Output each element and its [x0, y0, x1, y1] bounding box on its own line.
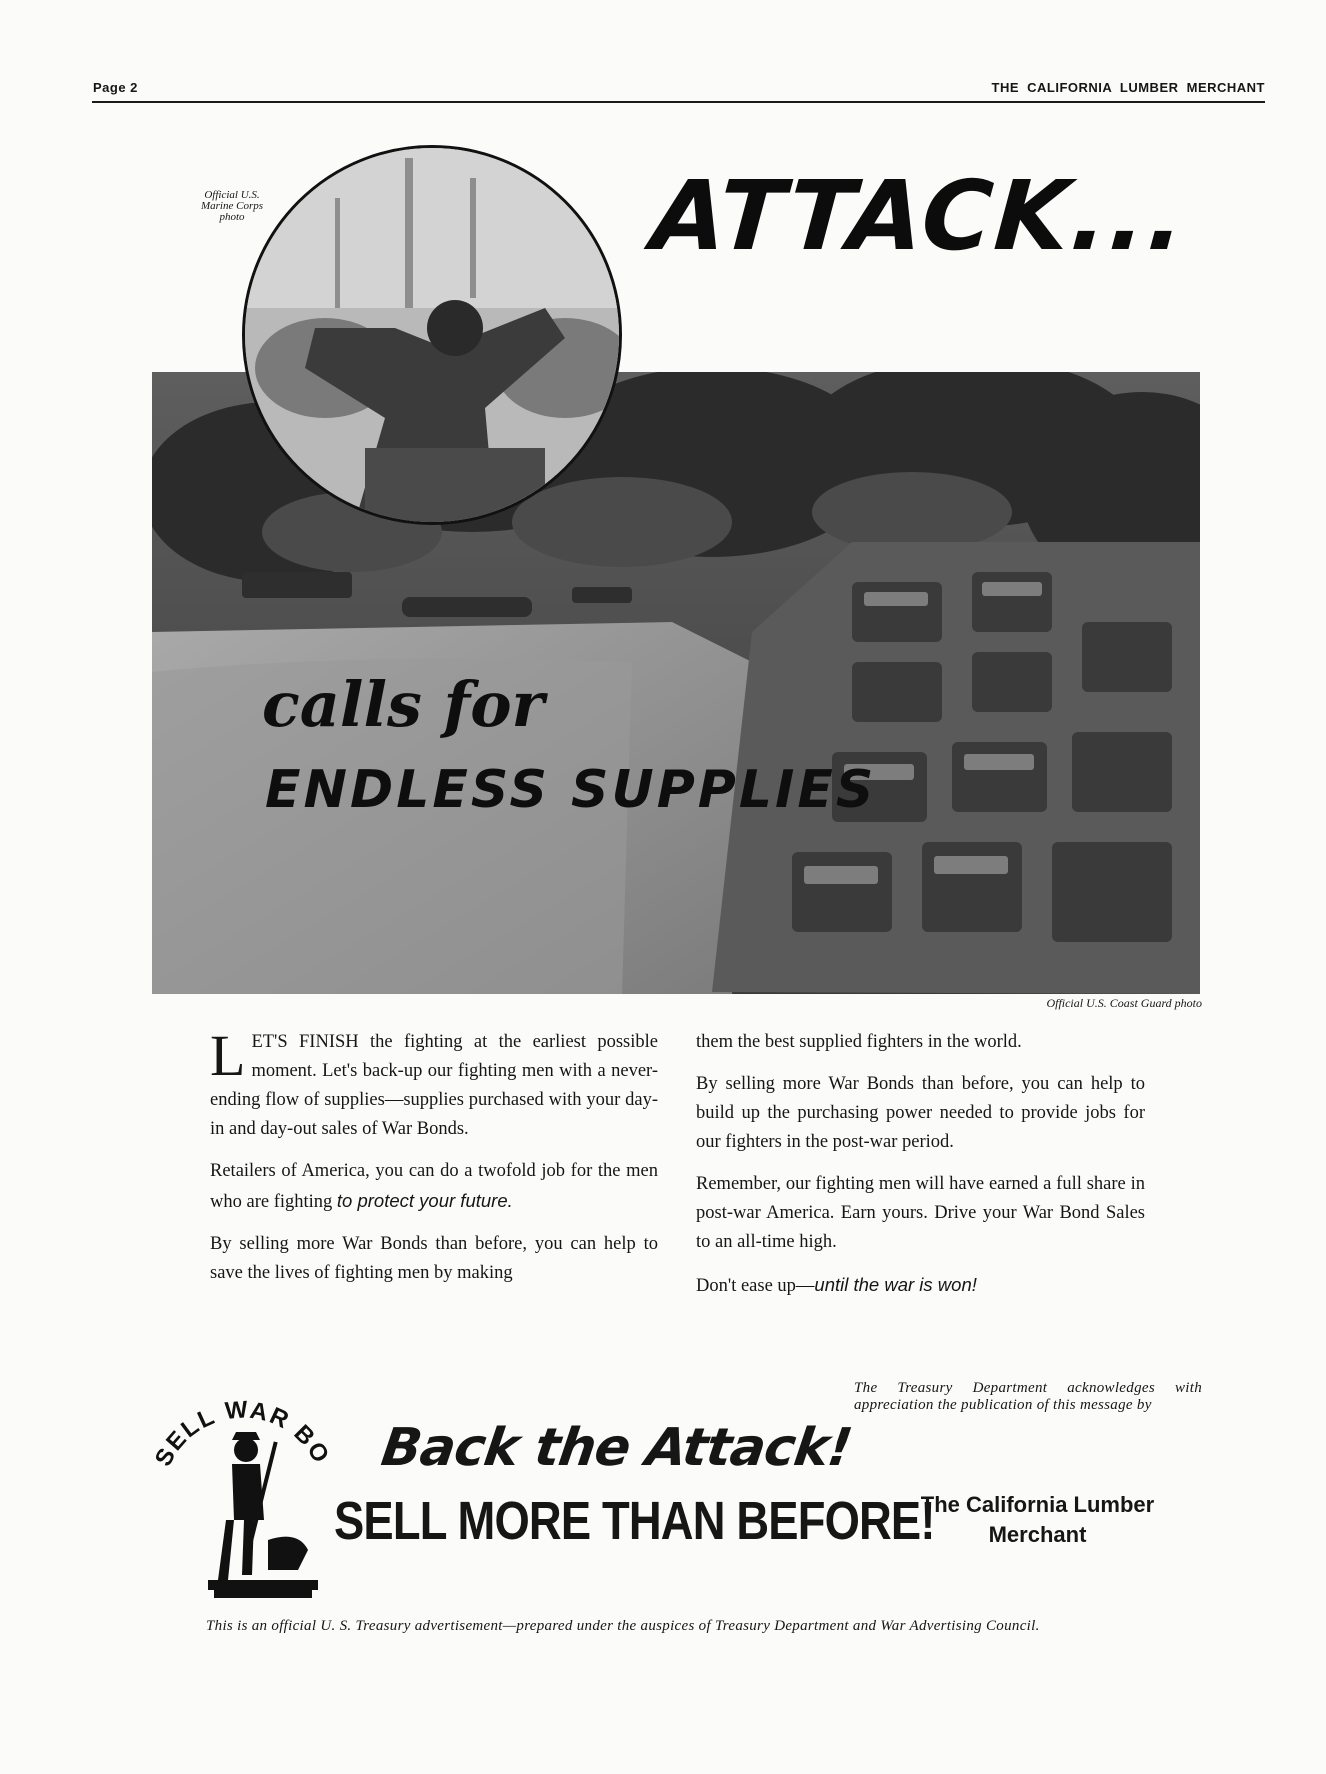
paragraph-italic: to protect your future.: [336, 1190, 513, 1211]
sponsor-name: [880, 1490, 1195, 1550]
publication-title: THE CALIFORNIA LUMBER MERCHANT: [991, 80, 1265, 95]
paragraph-text: Don't ease up—: [696, 1276, 815, 1296]
body-paragraph: [210, 1157, 658, 1217]
sponsor-line: The California Lumber: [920, 1492, 1155, 1517]
body-paragraph: them the best supplied fighters in the world.: [696, 1032, 1022, 1052]
slogan-sell-more: SELL MORE THAN BEFORE!: [334, 1491, 935, 1551]
footer-note: This is an official U. S. Treasury advertisement—prepared under the auspices of Treasury Department and War Advertising Council.: [206, 1618, 1040, 1634]
page-number: Page 2: [93, 80, 138, 95]
slogan-back-the-attack: Back the Attack!: [377, 1418, 856, 1478]
paragraph-italic: until the war is won!: [814, 1274, 977, 1295]
body-left-column: [210, 1023, 658, 1301]
body-right-column: [696, 1028, 1145, 1314]
body-paragraph: Remember, our fighting men will have earned a full share in post-war America. Earn yours. Drive your War Bond Sales to an all-time high.: [696, 1174, 1145, 1252]
minuteman-emblem: [148, 1370, 338, 1602]
sponsor-line: Merchant: [988, 1522, 1087, 1547]
body-paragraph: [210, 1023, 658, 1144]
marine-photo-credit: Official U.S. Marine Corps photo: [200, 189, 264, 223]
body-paragraph: [696, 1270, 1145, 1301]
paragraph-text: ET'S FINISH the fighting at the earliest possible moment. Let's back-up our fighting men with a never-ending flow of supplies—supplies purchased with your day-in and day-out sales of War Bonds.: [210, 1032, 658, 1139]
headline-endless-supplies: ENDLESS SUPPLIES: [265, 760, 877, 820]
marine-inset-photo: [242, 145, 622, 525]
coast-guard-photo-credit: Official U.S. Coast Guard photo: [1046, 996, 1202, 1010]
drop-cap: L: [210, 1023, 246, 1088]
headline-attack: ATTACK...: [648, 160, 1191, 272]
headline-calls-for: calls for: [262, 668, 545, 741]
header-rule: [92, 101, 1265, 103]
body-paragraph: By selling more War Bonds than before, you can help to save the lives of fighting men by making: [210, 1234, 658, 1283]
paragraph-text: Retailers of America, you can do a twofold job for the men who are fighting: [210, 1161, 658, 1212]
body-paragraph: By selling more War Bonds than before, you can help to build up the purchasing power needed to provide jobs for our fighters in the post-war period.: [696, 1074, 1145, 1152]
treasury-acknowledgement: The Treasury Department acknowledges with appreciation the publication of this message by: [854, 1380, 1202, 1413]
emblem-text: SELL WAR BO: [149, 1396, 336, 1471]
